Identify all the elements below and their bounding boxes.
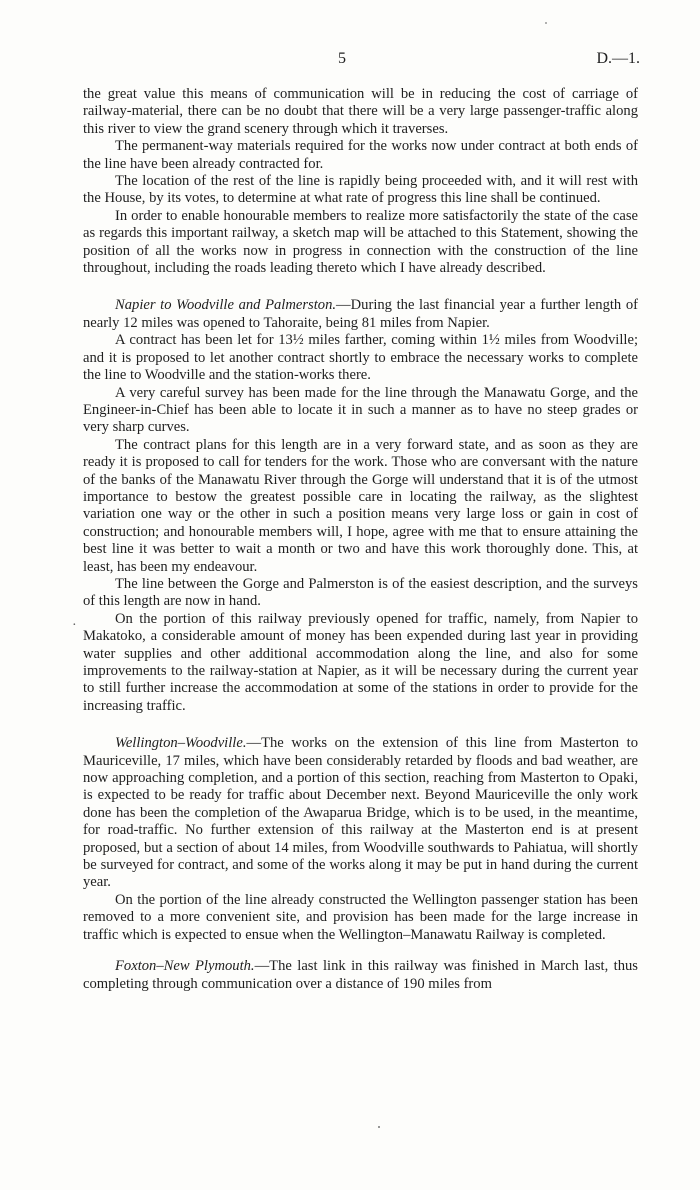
page-header <box>0 50 700 72</box>
paper-speck <box>545 22 547 24</box>
section-paragraph <box>83 958 638 993</box>
paragraph: The contract plans for this length are in a very forward state, and as soon as they are ready it is proposed to call for tenders for the work. Those who are conversant with the nature of the banks of the Manawatu River through the Gorge will understand that it is of the utmost importance to bestow the greatest possible care in locating the railway, as the slightest variation one way or the other in such a position means very large loss or gain in cost of construction; and honourable members will, I hope, agree with me that to ensure attaining the best line it was better to wait a month or two and have this work thoroughly done. This, at least, has been my endeavour. <box>83 436 638 575</box>
paragraph: the great value this means of communication will be in reducing the cost of carriage of railway-material, there can be no doubt that there will be a very large passenger-traffic along this river to view the grand scenery through which it traverses. <box>83 86 638 137</box>
paragraph: The permanent-way materials required for the works now under contract at both ends of the line have been already contracted for. <box>83 138 638 172</box>
section-text: —The last link in this railway was finished in March last, thus completing through communication over a distance of 190 miles from <box>83 958 638 992</box>
page-number: 5 <box>338 50 346 67</box>
section-paragraph <box>83 735 638 892</box>
section-heading: Foxton–New Plymouth. <box>115 958 255 975</box>
paragraph: A contract has been let for 13½ miles farther, coming within 1½ miles from Woodville; and it is proposed to let another contract shortly to embrace the necessary works to complete the line to Woodville and the station-works there. <box>83 332 638 384</box>
paper-speck <box>378 1126 380 1128</box>
section-text: —During the last financial year a further length of nearly 12 miles was opened to Tahoraite, being 81 miles from Napier. <box>83 297 639 331</box>
body-text <box>83 86 638 993</box>
paragraph: A very careful survey has been made for the line through the Manawatu Gorge, and the Engineer-in-Chief has been able to locate it in such a manner as to have no steep grades or very sharp curves. <box>83 384 638 436</box>
document-reference: D.—1. <box>596 50 640 67</box>
section-heading: Napier to Woodville and Palmerston. <box>115 297 337 314</box>
paragraph: On the portion of this railway previously opened for traffic, namely, from Napier to Makatoko, a considerable amount of money has been expended during last year in providing water supplies and other additional accommodation along the line, and also for some improvements to the railway-station at Napier, as it will be necessary during the current year to still further increase the accommodation at some of the stations in order to provide for the increasing traffic. <box>83 610 638 714</box>
section-heading: Wellington–Woodville. <box>115 735 247 752</box>
margin-mark: · <box>72 618 77 633</box>
paragraph: The location of the rest of the line is rapidly being proceeded with, and it will rest with the House, by its votes, to determine at what rate of progress this line shall be continued. <box>83 173 638 207</box>
section-paragraph <box>83 297 638 332</box>
paragraph: On the portion of the line already constructed the Wellington passenger station has been removed to a more convenient site, and provision has been made for the large increase in traffic which is expected to ensue when the Wellington–Manawatu Railway is completed. <box>83 891 638 943</box>
paragraph: The line between the Gorge and Palmerston is of the easiest description, and the surveys of this length are now in hand. <box>83 575 638 610</box>
section-text: —The works on the extension of this line from Masterton to Mauriceville, 17 miles, which have been considerably retarded by floods and bad weather, are now approaching completion, and a portion of this section, reaching from Masterton to Opaki, is expected to be ready for traffic about December next. Beyond Mauriceville the only work done has been the completion of the Awaparua Bridge, which is to be used, in the meantime, for road-traffic. No further extension of this railway at the Masterton end is at present proposed, but a section of about 14 miles, from Woodville southwards to Pahiatua, will shortly be surveyed for contract, and some of the works along it may be put in hand during the current year. <box>83 735 638 891</box>
paragraph: In order to enable honourable members to realize more satisfactorily the state of the case as regards this important railway, a sketch map will be attached to this Statement, showing the position of all the works now in progress in connection with the construction of the line throughout, including the roads leading thereto which I have already described. <box>83 207 638 277</box>
